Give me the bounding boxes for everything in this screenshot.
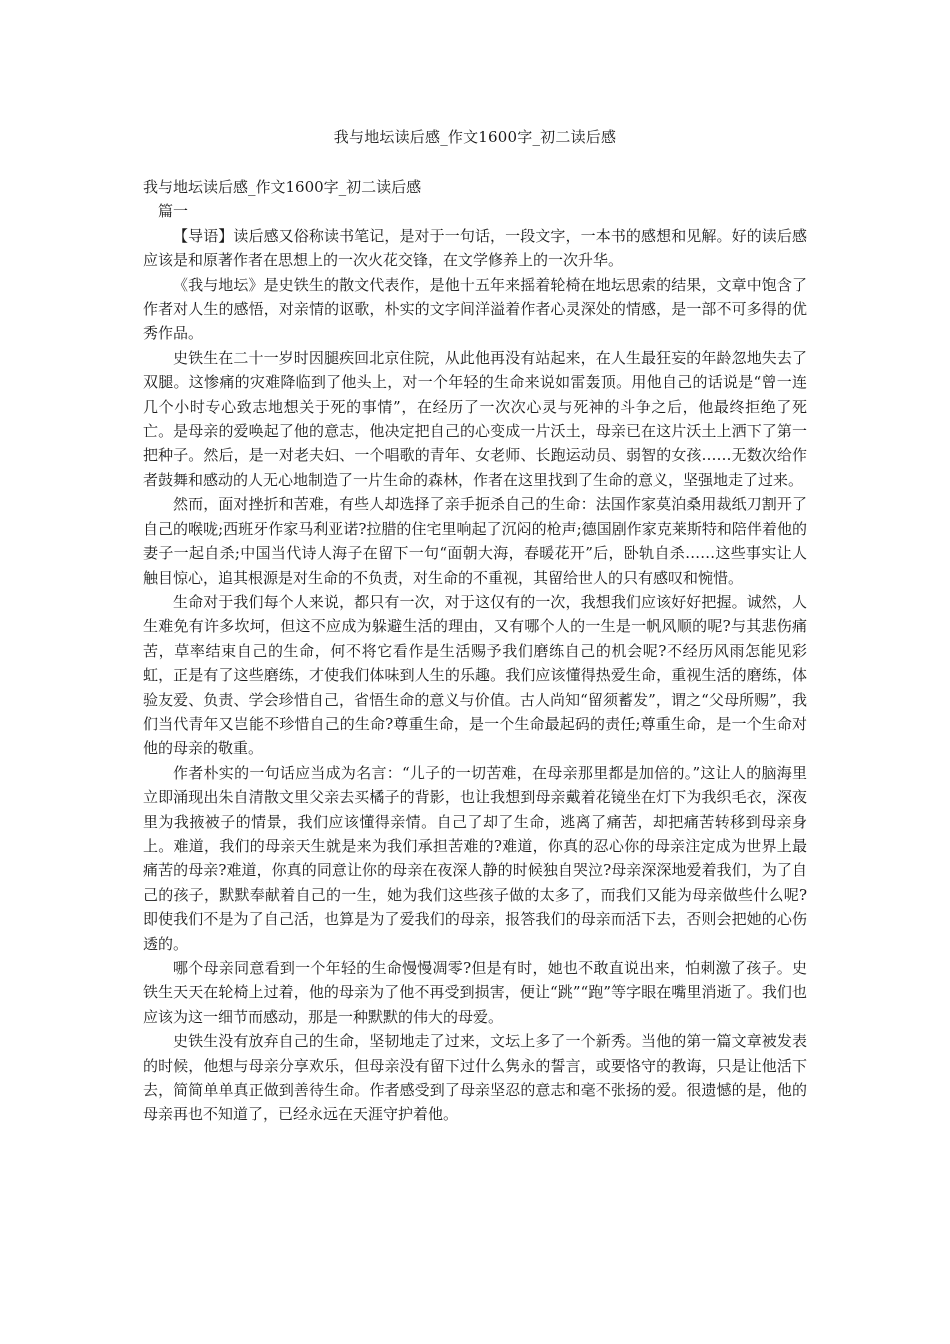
paragraph-1: 【导语】读后感又俗称读书笔记，是对于一句话，一段文字，一本书的感想和见解。好的读后感应该是和原著作者在思想上的一次火花交锋，在文学修养上的一次升华。 [143,226,807,270]
document-subtitle: 我与地坛读后感_作文1600字_初二读后感 [143,178,422,196]
section-label: 篇一 [158,202,189,221]
paragraph-2: 《我与地坛》是史铁生的散文代表作，是他十五年来摇着轮椅在地坛思索的结果，文章中饱含了作者对人生的感悟，对亲情的讴歌，朴实的文字间洋溢着作者心灵深处的情感，是一部不可多得的优秀作品。 [143,275,807,343]
paragraph-6: 作者朴实的一句话应当成为名言：“儿子的一切苦难，在母亲那里都是加倍的。”这让人的脑海里立即涌现出朱自清散文里父亲去买橘子的背影，也让我想到母亲戴着花镜坐在灯下为我织毛衣，深夜里为我掖被子的情景，我们应该懂得亲情。自己了却了生命，逃离了痛苦，却把痛苦转移到母亲身上。难道，我们的母亲天生就是来为我们承担苦难的?难道，你真的忍心你的母亲注定成为世界上最痛苦的母亲?难道，你真的同意让你的母亲在夜深人静的时候独自哭泣?母亲深深地爱着我们，为了自己的孩子，默默奉献着自己的一生，她为我们这些孩子做的太多了，而我们又能为母亲做些什么呢?即使我们不是为了自己活，也算是为了爱我们的母亲，报答我们的母亲而活下去，否则会把她的心伤透的。 [143,763,807,953]
paragraph-5: 生命对于我们每个人来说，都只有一次，对于这仅有的一次，我想我们应该好好把握。诚然，人生难免有许多坎坷，但这不应成为躲避生活的理由，又有哪个人的一生是一帆风顺的呢?与其悲伤痛苦，草率结束自己的生命，何不将它看作是生活赐予我们磨练自己的机会呢?不经历风雨怎能见彩虹，正是有了这些磨练，才使我们体味到人生的乐趣。我们应该懂得热爱生命，重视生活的磨练，体验友爱、负责、学会珍惜自己，省悟生命的意义与价值。古人尚知“留须蓄发”，谓之“父母所赐”，我们当代青年又岂能不珍惜自己的生命?尊重生命，是一个生命最起码的责任;尊重生命，是一个生命对他的母亲的敬重。 [143,592,807,758]
paragraph-3: 史铁生在二十一岁时因腿疾回北京住院，从此他再没有站起来，在人生最狂妄的年龄忽地失去了双腿。这惨痛的灾难降临到了他头上，对一个年轻的生命来说如雷轰顶。用他自己的话说是“曾一连几个小时专心致志地想关于死的事情”，在经历了一次次心灵与死神的斗争之后，他最终拒绝了死亡。是母亲的爱唤起了他的意志，他决定把自己的心变成一片沃土，母亲已在这片沃土上洒下了第一把种子。然后，是一对老夫妇、一个唱歌的青年、女老师、长跑运动员、弱智的女孩……无数次给作者鼓舞和感动的人无心地制造了一片生命的森林，作者在这里找到了生命的意义，坚强地走了过来。 [143,348,807,489]
paragraph-4: 然而，面对挫折和苦难，有些人却选择了亲手扼杀自己的生命：法国作家莫泊桑用裁纸刀割开了自己的喉咙;西班牙作家马利亚诺?拉腊的住宅里响起了沉闷的枪声;德国剧作家克莱斯特和陪伴着他的妻子一起自杀;中国当代诗人海子在留下一句“面朝大海，春暖花开”后，卧轨自杀……这些事实让人触目惊心，追其根源是对生命的不负责，对生命的不重视，其留给世人的只有感叹和惋惜。 [143,495,807,587]
paragraph-7: 哪个母亲同意看到一个年轻的生命慢慢凋零?但是有时，她也不敢直说出来，怕刺激了孩子。史铁生天天在轮椅上过着，他的母亲为了他不再受到损害，便让“跳”“跑”等字眼在嘴里消逝了。我们也应该为这一细节而感动，那是一种默默的伟大的母爱。 [143,959,807,1026]
document-body [143,175,807,1127]
page-title: 我与地坛读后感_作文1600字_初二读后感 [333,128,617,146]
paragraph-8: 史铁生没有放弃自己的生命，坚韧地走了过来，文坛上多了一个新秀。当他的第一篇文章被发表的时候，他想与母亲分享欢乐，但母亲没有留下过什么隽永的誓言，或要恪守的教诲，只是让他活下去，简简单单真正做到善待生命。作者感受到了母亲坚忍的意志和毫不张扬的爱。很遗憾的是，他的母亲再也不知道了，已经永远在天涯守护着他。 [143,1032,807,1124]
